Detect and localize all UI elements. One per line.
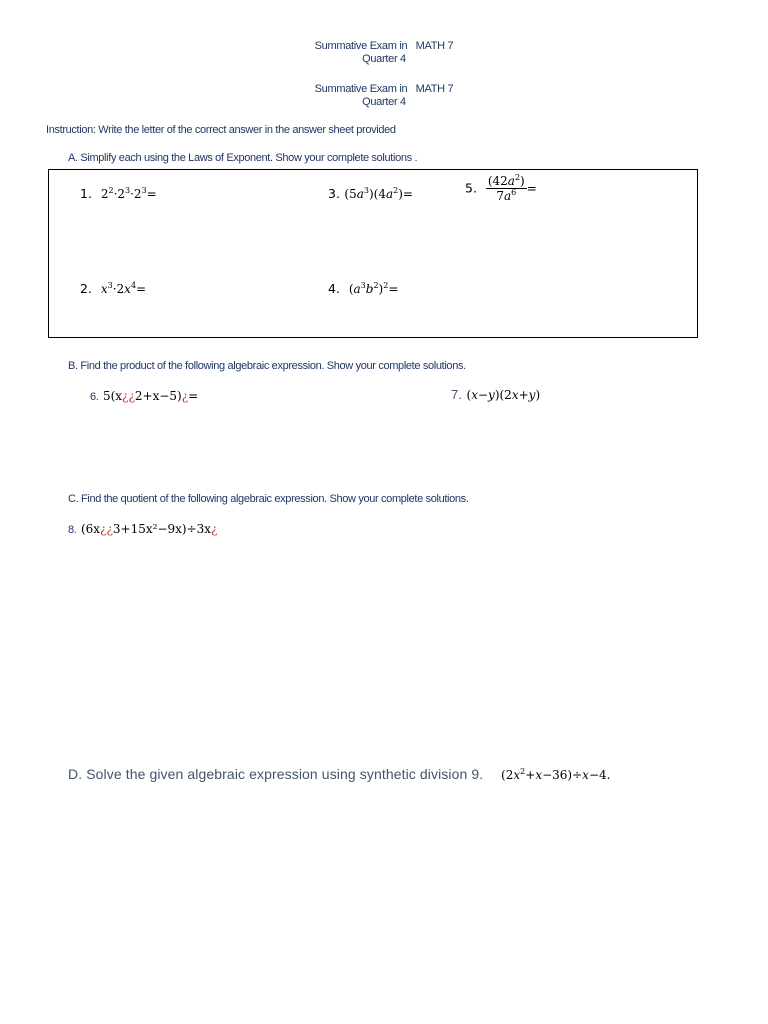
exam-title: Summative Exam in [314, 83, 408, 95]
garbled-glyph: ¿ [181, 389, 189, 403]
item-expression: $2^2\cdot 2^3\cdot 2^3=$ [100, 186, 157, 201]
garbled-glyph: ¿ [211, 522, 218, 536]
item-number: 3. [328, 186, 340, 201]
item-7 [451, 386, 540, 404]
item-expression [81, 522, 218, 536]
exam-header-2 [0, 83, 768, 109]
exam-title: Summative Exam in [314, 40, 408, 52]
fraction: $\frac{(42a^2)}{7a^6}$ [487, 173, 525, 203]
item-number: 5. [465, 180, 477, 196]
section-b-heading: B. Find the product of the following algebraic expression. Show your complete solutions. [68, 360, 466, 372]
exam-quarter: Quarter 4 [362, 53, 406, 65]
item-2 [80, 280, 146, 298]
item-8 [68, 520, 217, 538]
item-5 [465, 174, 537, 203]
item-expression: (x−y)(2x+y) [466, 388, 541, 402]
item-4 [328, 280, 398, 298]
section-a-heading: A. Simplify each using the Laws of Exponent. Show your complete solutions . [68, 152, 418, 164]
exam-quarter: Quarter 4 [362, 96, 406, 108]
exam-subject: MATH 7 [415, 83, 454, 95]
instruction-text: Instruction: Write the letter of the correct answer in the answer sheet provided [46, 124, 396, 136]
section-c-heading: C. Find the quotient of the following algebraic expression. Show your complete solutions. [68, 493, 469, 505]
item-expression [103, 389, 198, 403]
item-number: 2. [80, 281, 92, 296]
section-d [68, 766, 610, 784]
expr-part: 3+15x²−9x)÷3x [112, 522, 212, 536]
item-number: 7. [451, 387, 463, 402]
garbled-glyph: ¿¿ [100, 522, 113, 536]
item-6 [90, 387, 198, 405]
item-expression: $x^3\cdot 2x^4=$ [100, 281, 147, 296]
item-number: 1. [80, 186, 92, 201]
item-suffix: = [526, 181, 537, 196]
expr-part: 2+x−5) [134, 389, 182, 403]
item-number: 6. [90, 391, 99, 403]
exam-subject: MATH 7 [415, 40, 454, 52]
item-expression: $(5a^3)(4a^2)=$ [344, 186, 413, 201]
garbled-glyph: ¿¿ [122, 389, 135, 403]
item-number: 8. [68, 524, 77, 536]
expr-part: = [188, 389, 199, 403]
section-d-heading: D. Solve the given algebraic expression using synthetic division 9. [68, 766, 484, 782]
item-9-expression: $(2x^2+x-36)\div x-4$. [501, 767, 611, 782]
item-3 [328, 185, 413, 203]
item-expression: $(a^3b^2)^2=$ [348, 281, 399, 296]
exam-header-1 [0, 40, 768, 66]
expr-part: 5(x [102, 389, 123, 403]
expr-part: (6x [80, 522, 101, 536]
item-number: 4. [328, 281, 340, 296]
item-1 [80, 185, 157, 203]
